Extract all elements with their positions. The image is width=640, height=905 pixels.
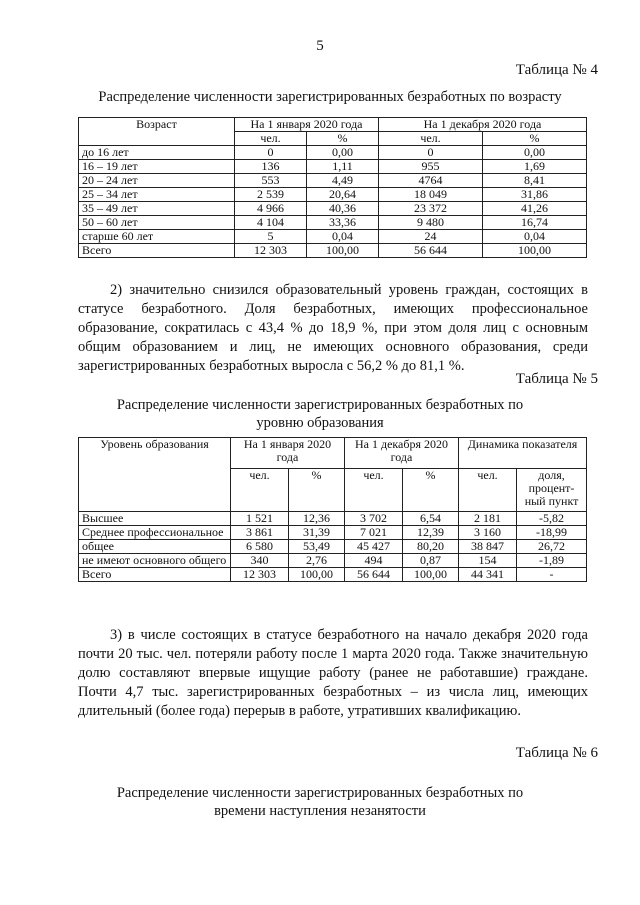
- table-row: [79, 568, 587, 582]
- table6-caption: Распределение численности зарегистрированных безработных по времени наступления незанятости: [116, 785, 524, 819]
- cell-dec-pct: 8,41: [483, 174, 587, 188]
- table-row: [79, 244, 587, 258]
- cell-dec-count: 955: [379, 160, 483, 174]
- subheader-count: чел.: [459, 469, 517, 512]
- cell-jan-count: 136: [235, 160, 307, 174]
- table5-label: Таблица № 5: [515, 371, 598, 387]
- cell-jan-pct: 53,49: [289, 540, 345, 554]
- row-label: 35 – 49 лет: [79, 202, 235, 216]
- subheader-count: чел.: [345, 469, 403, 512]
- cell-dec-pct: 12,39: [403, 526, 459, 540]
- cell-dyn-count: 3 160: [459, 526, 517, 540]
- subheader-count: чел.: [235, 132, 307, 146]
- cell-jan-count: 12 303: [231, 568, 289, 582]
- cell-dyn-count: 44 341: [459, 568, 517, 582]
- table5-caption: Распределение численности зарегистрированных безработных по уровню образования: [116, 397, 524, 431]
- cell-dec-count: 4764: [379, 174, 483, 188]
- header-dec: На 1 декабря 2020 года: [345, 438, 459, 469]
- cell-jan-pct: 1,11: [307, 160, 379, 174]
- cell-dec-pct: 16,74: [483, 216, 587, 230]
- cell-dec-count: 56 644: [345, 568, 403, 582]
- cell-dec-count: 45 427: [345, 540, 403, 554]
- subheader-count: чел.: [379, 132, 483, 146]
- row-label: 50 – 60 лет: [79, 216, 235, 230]
- row-label: Высшее: [79, 512, 231, 526]
- cell-dyn-pp: -1,89: [517, 554, 587, 568]
- table6-label: Таблица № 6: [515, 745, 598, 761]
- cell-jan-count: 12 303: [235, 244, 307, 258]
- table-row: [79, 146, 587, 160]
- cell-dyn-pp: 26,72: [517, 540, 587, 554]
- education-distribution-table: [78, 437, 587, 582]
- header-age: Возраст: [79, 118, 235, 146]
- cell-dec-pct: 1,69: [483, 160, 587, 174]
- table-row: [79, 202, 587, 216]
- cell-dec-pct: 0,87: [403, 554, 459, 568]
- cell-jan-pct: 12,36: [289, 512, 345, 526]
- cell-jan-count: 4 104: [235, 216, 307, 230]
- cell-dec-pct: 31,86: [483, 188, 587, 202]
- row-label: Всего: [79, 244, 235, 258]
- cell-dec-pct: 6,54: [403, 512, 459, 526]
- page-number: 5: [316, 38, 324, 54]
- cell-dec-pct: 0,04: [483, 230, 587, 244]
- table-row: [79, 512, 587, 526]
- row-label: общее: [79, 540, 231, 554]
- table-row: [79, 554, 587, 568]
- cell-jan-pct: 0,04: [307, 230, 379, 244]
- subheader-pct: %: [483, 132, 587, 146]
- table-row: [79, 526, 587, 540]
- cell-dyn-count: 38 847: [459, 540, 517, 554]
- paragraph-2-text: 2) значительно снизился образовательный уровень граждан, состоящих в статусе безработного. Доля безработных, имеющих профессиональное образование, сократилась с 43,4 % до 18,9 %, при этом доля лиц с основным общим образованием и лиц, не имеющих основного образования, среди зарегистрированных безработных выросла с 56,2 % до 81,1 %.: [78, 282, 588, 374]
- row-label: Всего: [79, 568, 231, 582]
- row-label: не имеют основного общего: [79, 554, 231, 568]
- table4-label: Таблица № 4: [515, 62, 598, 78]
- row-label: 20 – 24 лет: [79, 174, 235, 188]
- cell-jan-count: 4 966: [235, 202, 307, 216]
- cell-jan-count: 0: [235, 146, 307, 160]
- cell-dec-count: 494: [345, 554, 403, 568]
- header-jan: На 1 января 2020 года: [235, 118, 379, 132]
- table-row: [79, 216, 587, 230]
- paragraph-3: [78, 626, 588, 721]
- subheader-count: чел.: [231, 469, 289, 512]
- cell-jan-pct: 0,00: [307, 146, 379, 160]
- table-row: [79, 188, 587, 202]
- cell-dec-count: 23 372: [379, 202, 483, 216]
- cell-dec-count: 18 049: [379, 188, 483, 202]
- cell-dyn-pp: -18,99: [517, 526, 587, 540]
- cell-jan-count: 1 521: [231, 512, 289, 526]
- header-level: Уровень образования: [79, 438, 231, 512]
- subheader-pct: %: [307, 132, 379, 146]
- cell-dec-count: 56 644: [379, 244, 483, 258]
- subheader-pct: %: [403, 469, 459, 512]
- cell-jan-pct: 4,49: [307, 174, 379, 188]
- cell-dec-pct: 80,20: [403, 540, 459, 554]
- cell-jan-count: 3 861: [231, 526, 289, 540]
- row-label: 16 – 19 лет: [79, 160, 235, 174]
- cell-jan-count: 6 580: [231, 540, 289, 554]
- cell-dec-count: 9 480: [379, 216, 483, 230]
- cell-jan-pct: 31,39: [289, 526, 345, 540]
- cell-dec-count: 0: [379, 146, 483, 160]
- cell-jan-count: 2 539: [235, 188, 307, 202]
- table-row: [79, 174, 587, 188]
- table-row: [79, 540, 587, 554]
- cell-jan-pct: 40,36: [307, 202, 379, 216]
- row-label: 25 – 34 лет: [79, 188, 235, 202]
- table-row: [79, 230, 587, 244]
- cell-dec-pct: 0,00: [483, 146, 587, 160]
- cell-dyn-count: 2 181: [459, 512, 517, 526]
- cell-jan-pct: 2,76: [289, 554, 345, 568]
- cell-dec-count: 3 702: [345, 512, 403, 526]
- cell-jan-count: 553: [235, 174, 307, 188]
- cell-dec-pct: 100,00: [483, 244, 587, 258]
- subheader-pp: доля, процент-ный пункт: [517, 469, 587, 512]
- cell-dyn-count: 154: [459, 554, 517, 568]
- cell-dec-pct: 41,26: [483, 202, 587, 216]
- cell-jan-count: 340: [231, 554, 289, 568]
- paragraph-3-text: 3) в числе состоящих в статусе безработного на начало декабря 2020 года почти 20 тыс. чел. потеряли работу после 1 марта 2020 года. Также значительную долю составляют впервые ищущие работу (ранее не работавшие) граждане. Почти 4,7 тыс. зарегистрированных безработных – из числа лиц, имеющих длительный (более года) перерыв в работе, утративших квалификацию.: [78, 627, 588, 719]
- table4-caption: Распределение численности зарегистрированных безработных по возрасту: [98, 89, 562, 105]
- cell-dec-pct: 100,00: [403, 568, 459, 582]
- cell-dec-count: 7 021: [345, 526, 403, 540]
- cell-jan-pct: 33,36: [307, 216, 379, 230]
- cell-jan-pct: 100,00: [307, 244, 379, 258]
- cell-jan-pct: 100,00: [289, 568, 345, 582]
- cell-dyn-pp: -: [517, 568, 587, 582]
- cell-jan-count: 5: [235, 230, 307, 244]
- age-distribution-table: [78, 117, 587, 258]
- row-label: Среднее профессиональное: [79, 526, 231, 540]
- header-jan: На 1 января 2020 года: [231, 438, 345, 469]
- header-dec: На 1 декабря 2020 года: [379, 118, 587, 132]
- table-row: [79, 160, 587, 174]
- cell-dyn-pp: -5,82: [517, 512, 587, 526]
- header-dynamics: Динамика показателя: [459, 438, 587, 469]
- cell-jan-pct: 20,64: [307, 188, 379, 202]
- row-label: до 16 лет: [79, 146, 235, 160]
- row-label: старше 60 лет: [79, 230, 235, 244]
- paragraph-2: [78, 281, 588, 376]
- cell-dec-count: 24: [379, 230, 483, 244]
- subheader-pct: %: [289, 469, 345, 512]
